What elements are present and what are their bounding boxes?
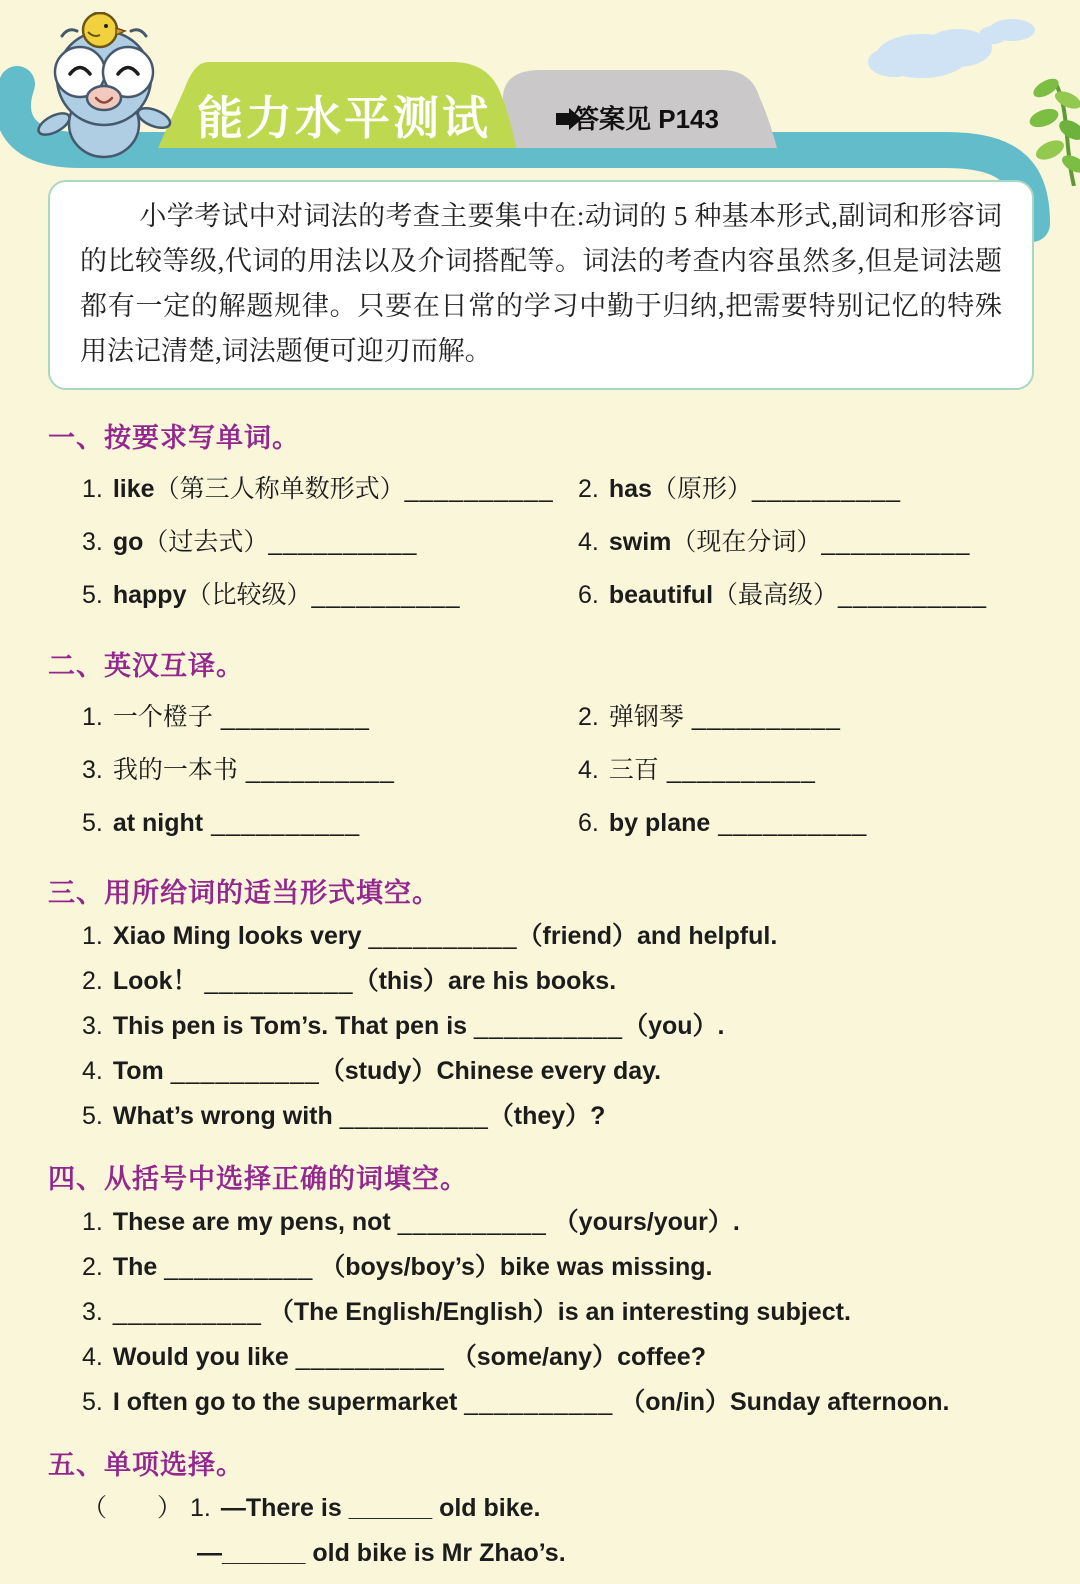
item-phrase: 弹钢琴 xyxy=(608,704,684,731)
exercise-item xyxy=(82,520,578,565)
answer-blank: __________ xyxy=(203,809,361,837)
section-2-heading: 二、英汉互译。 xyxy=(48,651,244,681)
section-3 xyxy=(48,871,1040,1131)
penguin-mascot xyxy=(16,12,192,168)
item-note: （原形） xyxy=(651,476,752,503)
page-title: 能力水平测试 xyxy=(197,92,491,144)
exercise-item xyxy=(578,467,1040,512)
sentence-post: （some/any）coffee? xyxy=(444,1343,706,1371)
item-number: 1. xyxy=(82,475,103,503)
section-5 xyxy=(48,1443,1040,1568)
exercise-item xyxy=(82,1102,1040,1131)
worksheet-content xyxy=(0,176,1080,1584)
answer-blank: __________ xyxy=(368,922,518,950)
sentence-pre: These are my pens, not xyxy=(112,1208,398,1236)
answer-reference-label: 答案见 P143 xyxy=(573,104,719,134)
answer-blank: __________ xyxy=(311,581,461,609)
sentence-post: （yours/your）. xyxy=(546,1208,740,1236)
answer-blank: __________ xyxy=(212,703,370,731)
section-1-heading: 一、按要求写单词。 xyxy=(48,423,300,453)
answer-blank: __________ xyxy=(710,809,868,837)
exercise-item xyxy=(82,467,578,512)
exercise-item xyxy=(82,967,1040,996)
exercise-item xyxy=(578,748,1040,793)
exercise-item xyxy=(82,801,578,845)
item-number: 6. xyxy=(578,809,599,837)
exercise-item xyxy=(82,922,1040,951)
answer-blank: __________ xyxy=(404,475,554,503)
sentence-post: （The English/English）is an interesting subject. xyxy=(261,1298,851,1326)
arrow-right-icon xyxy=(556,113,569,125)
exercise-item xyxy=(578,801,1040,845)
sentence-pre: What’s wrong with xyxy=(112,1102,340,1130)
section-2-items xyxy=(82,695,1040,845)
answer-blank: __________ xyxy=(464,1388,614,1416)
item-number: 1. xyxy=(190,1494,211,1522)
answer-blank: __________ xyxy=(164,1253,314,1281)
answer-blank: __________ xyxy=(170,1057,320,1085)
section-4 xyxy=(48,1157,1040,1417)
item-word: swim xyxy=(608,528,672,556)
item-number: 5. xyxy=(82,1388,103,1416)
item-number: 5. xyxy=(82,1102,103,1130)
item-word: has xyxy=(608,475,652,503)
item-note: （第三人称单数形式） xyxy=(154,476,405,503)
item-number: 3. xyxy=(82,1298,103,1326)
exercise-item xyxy=(82,1057,1040,1086)
section-5-items xyxy=(82,1494,1040,1568)
answer-blank: __________ xyxy=(397,1208,547,1236)
dialog-line-2: —______ old bike is Mr Zhao’s. xyxy=(197,1539,566,1567)
intro-box xyxy=(48,180,1034,390)
sentence-post: （study）Chinese every day. xyxy=(319,1057,662,1085)
exercise-item xyxy=(82,1388,1040,1417)
section-3-items xyxy=(82,922,1040,1131)
sentence-pre: Look！ xyxy=(112,967,205,995)
section-5-heading: 五、单项选择。 xyxy=(48,1450,244,1480)
exercise-item xyxy=(578,695,1040,740)
sentence-pre: I often go to the supermarket xyxy=(112,1388,465,1416)
section-4-heading: 四、从括号中选择正确的词填空。 xyxy=(48,1164,468,1194)
item-number: 4. xyxy=(578,528,599,556)
sentence-post: （you）. xyxy=(623,1012,725,1040)
answer-blank: __________ xyxy=(821,528,971,556)
sentence-pre: Tom xyxy=(112,1057,171,1085)
choice-bracket: （ ） xyxy=(82,1495,183,1522)
item-phrase: 一个橙子 xyxy=(112,704,213,731)
sentence-post: （friend）and helpful. xyxy=(517,922,778,950)
exercise-item xyxy=(578,520,1040,565)
item-number: 6. xyxy=(578,581,599,609)
answer-blank: __________ xyxy=(204,967,354,995)
sentence-post: （they）? xyxy=(488,1102,606,1130)
item-number: 3. xyxy=(82,528,103,556)
sentence-pre: The xyxy=(112,1253,165,1281)
dialog-line-1: —There is ______ old bike. xyxy=(220,1494,541,1522)
item-word: go xyxy=(112,528,144,556)
answer-blank: __________ xyxy=(268,528,418,556)
sentence-post: （on/in）Sunday afternoon. xyxy=(613,1388,950,1416)
answer-blank: __________ xyxy=(683,703,841,731)
item-number: 3. xyxy=(82,1012,103,1040)
item-number: 2. xyxy=(578,475,599,503)
section-4-items xyxy=(82,1208,1040,1417)
sentence-post: （boys/boy’s）bike was missing. xyxy=(313,1253,713,1281)
exercise-item xyxy=(82,748,578,793)
section-2 xyxy=(48,644,1040,845)
sentence-pre: This pen is Tom’s. That pen is xyxy=(112,1012,475,1040)
answer-blank: __________ xyxy=(112,1298,262,1326)
item-number: 1. xyxy=(82,703,103,731)
sentence-pre: Would you like xyxy=(112,1343,296,1371)
answer-blank: __________ xyxy=(474,1012,624,1040)
item-phrase: 三百 xyxy=(608,757,659,784)
item-word: beautiful xyxy=(608,581,714,609)
section-1 xyxy=(48,416,1040,618)
item-number: 2. xyxy=(82,1253,103,1281)
answer-blank: __________ xyxy=(751,475,902,503)
answer-reference xyxy=(556,99,796,136)
item-number: 2. xyxy=(82,967,103,995)
answer-blank: __________ xyxy=(658,756,816,784)
item-number: 3. xyxy=(82,756,103,784)
item-phrase: at night xyxy=(112,809,204,837)
item-number: 1. xyxy=(82,922,103,950)
plant-decoration xyxy=(1016,74,1080,186)
item-number: 5. xyxy=(82,809,103,837)
exercise-item-continued xyxy=(197,1539,1040,1568)
section-3-heading: 三、用所给词的适当形式填空。 xyxy=(48,878,440,908)
item-word: like xyxy=(112,475,155,503)
exercise-item xyxy=(82,1494,1040,1523)
item-number: 4. xyxy=(82,1057,103,1085)
section-1-items xyxy=(82,467,1040,618)
item-number: 4. xyxy=(82,1343,103,1371)
answer-blank: __________ xyxy=(237,756,395,784)
item-word: happy xyxy=(112,581,187,609)
item-phrase: by plane xyxy=(608,809,711,837)
item-number: 5. xyxy=(82,581,103,609)
exercise-item xyxy=(82,1208,1040,1237)
exercise-item xyxy=(82,573,578,618)
item-phrase: 我的一本书 xyxy=(112,757,238,784)
item-note: （最高级） xyxy=(713,582,839,609)
exercise-item xyxy=(82,695,578,740)
item-note: （过去式） xyxy=(143,529,269,556)
sentence-pre: Xiao Ming looks very xyxy=(112,922,369,950)
intro-text: 小学考试中对词法的考查主要集中在:动词的 5 种基本形式,副词和形容词的比较等级,代词的用法以及介词搭配等。词法的考查内容虽然多,但是词法题都有一定的解题规律。只要在日常的学习中勤于归纳,把需要特别记忆的特殊用法记清楚,词法题便可迎刃而解。 xyxy=(80,201,1002,366)
exercise-item xyxy=(82,1298,1040,1327)
answer-blank: __________ xyxy=(838,581,988,609)
exercise-item xyxy=(82,1343,1040,1372)
exercise-item xyxy=(82,1012,1040,1041)
answer-blank: __________ xyxy=(295,1343,445,1371)
exercise-item xyxy=(82,1253,1040,1282)
item-note: （比较级） xyxy=(186,582,312,609)
item-number: 2. xyxy=(578,703,599,731)
item-number: 1. xyxy=(82,1208,103,1236)
answer-blank: __________ xyxy=(339,1102,489,1130)
item-note: （现在分词） xyxy=(671,529,822,556)
sentence-post: （this）are his books. xyxy=(353,967,617,995)
exercise-item xyxy=(578,573,1040,618)
item-number: 4. xyxy=(578,756,599,784)
